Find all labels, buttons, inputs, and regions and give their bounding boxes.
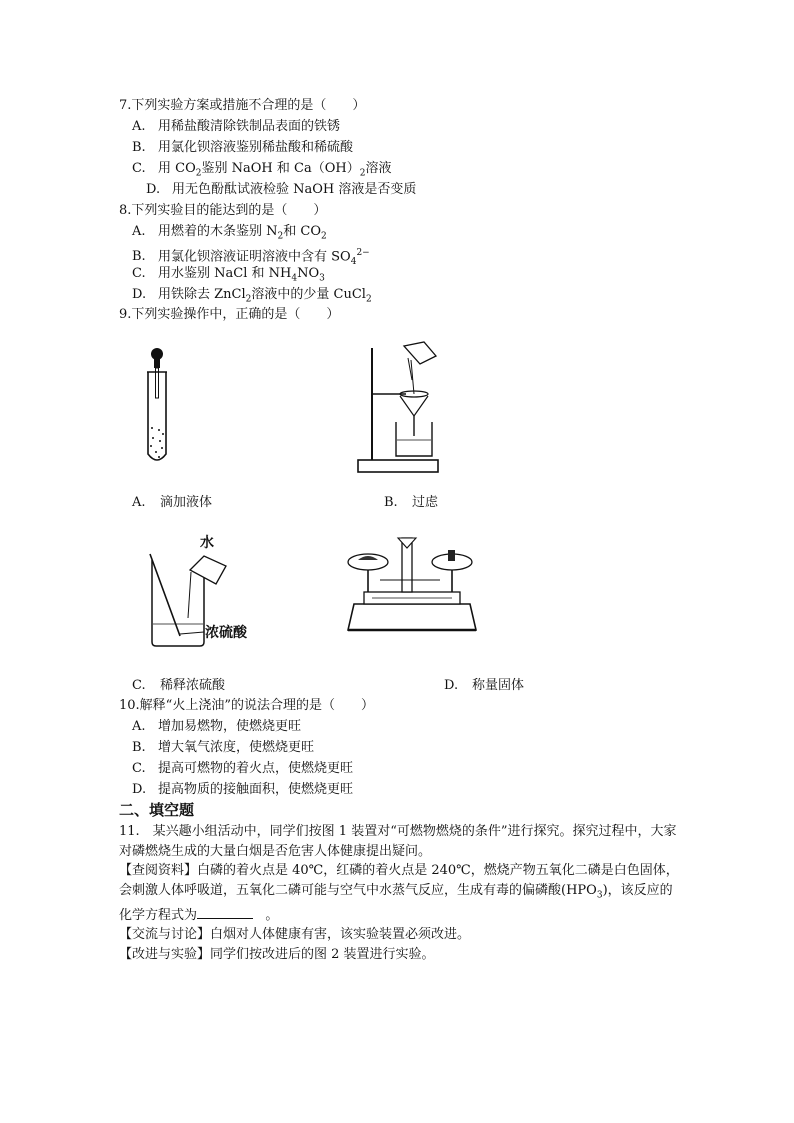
option-label: A. — [132, 224, 146, 239]
subscript: 2 — [195, 168, 202, 179]
option-text: 用稀盐酸清除铁制品表面的铁锈 — [158, 119, 341, 134]
option-label: D. — [146, 182, 161, 197]
option-label: B. — [132, 140, 146, 155]
option-label: A. — [132, 119, 146, 134]
q7-option-a — [132, 118, 340, 136]
subscript: 4 — [291, 273, 298, 284]
figure-a-caption — [132, 494, 212, 512]
q8-option-a — [132, 223, 327, 246]
q7-option-b — [132, 139, 353, 157]
option-text: 用 CO — [158, 161, 196, 176]
option-text: 和 CO — [283, 224, 321, 239]
option-text: 用水鉴别 NaCl 和 NH — [158, 266, 292, 281]
figure-text: 滴加液体 — [160, 495, 213, 510]
option-label: D. — [132, 287, 147, 302]
q7-stem: 7.下列实验方案或措施不合理的是（ ） — [119, 98, 366, 113]
q9-stem: 9.下列实验操作中，正确的是（ ） — [119, 307, 340, 322]
subscript: 2 — [365, 294, 372, 305]
option-text: 鉴别 NaOH 和 Ca（OH） — [201, 161, 360, 176]
subscript: 3 — [319, 273, 325, 284]
option-text: 用无色酚酞试液检验 NaOH 溶液是否变质 — [172, 182, 417, 197]
q10-option-c — [132, 760, 353, 778]
q10-option-b — [132, 739, 314, 757]
q11-paragraph-4: 【改进与实验】同学们按改进后的图 2 装置进行实验。 — [119, 947, 435, 962]
q11-text: 【查阅资料】白磷的着火点是 40℃，红磷的着火点是 240℃，燃烧产物五氧化二磷是白色固体，会刺激人体呼吸道，五氧化二磷可能与空气中水蒸气反应，生成有毒的偏磷酸(HPO — [119, 863, 679, 898]
option-text: 用氯化钡溶液证明溶液中含有 SO — [158, 249, 351, 265]
answer-blank[interactable] — [197, 906, 253, 919]
figure-a-dropper-test-tube — [138, 342, 178, 468]
figure-c-caption — [132, 677, 225, 695]
subscript: 2 — [277, 231, 284, 242]
section-heading: 二、填空题 — [119, 801, 195, 819]
option-text: 溶液 — [365, 161, 392, 176]
q7-option-d — [146, 181, 416, 199]
subscript: 2 — [245, 294, 252, 305]
option-text: 用燃着的木条鉴别 N — [158, 224, 278, 239]
subscript: 3 — [596, 890, 603, 901]
q11-paragraph-2 — [119, 861, 679, 925]
figure-text: 稀释浓硫酸 — [160, 678, 226, 693]
option-text: 增加易燃物，使燃烧更旺 — [158, 719, 302, 734]
option-text: NO — [297, 266, 320, 281]
figure-label: C. — [132, 678, 146, 693]
option-label: A. — [132, 719, 146, 734]
q7-option-c — [132, 160, 391, 183]
option-label: C. — [132, 161, 146, 176]
figure-b-filtration — [356, 340, 452, 476]
option-label: C. — [132, 266, 146, 281]
option-text: 用铁除去 ZnCl — [158, 287, 246, 302]
figure-text: 称量固体 — [472, 678, 525, 693]
q11-text: )，该反应的化学方程式为 — [119, 882, 673, 923]
figure-d-balance — [344, 534, 480, 636]
q8-stem: 8.下列实验目的能达到的是（ ） — [119, 203, 327, 218]
option-label: B. — [132, 249, 146, 265]
q11-paragraph-1: 11. 某兴趣小组活动中，同学们按图 1 装置对“可燃物燃烧的条件”进行探究。探究过程中，大家对磷燃烧生成的大量白烟是否危害人体健康提出疑问。 — [119, 824, 677, 859]
option-label: D. — [132, 782, 147, 797]
option-label: B. — [132, 740, 146, 755]
figure-label: B. — [384, 495, 398, 510]
subscript: 4 — [350, 256, 357, 267]
option-text: 用氯化钡溶液鉴别稀盐酸和稀硫酸 — [158, 140, 354, 155]
figure-b-caption — [384, 494, 438, 512]
figure-d-caption — [444, 677, 524, 695]
option-text: 提高可燃物的着火点，使燃烧更旺 — [158, 761, 354, 776]
figure-text: 过虑 — [412, 495, 439, 510]
figure-label: A. — [132, 495, 146, 510]
figure-c-water-label: 水 — [200, 535, 214, 551]
q11-text: 。 — [265, 907, 279, 923]
q10-option-a — [132, 718, 301, 736]
q10-option-d — [132, 781, 353, 799]
subscript: 2 — [321, 231, 327, 242]
superscript: 2− — [356, 248, 370, 258]
option-label: C. — [132, 761, 146, 776]
figure-c-acid-label: 浓硫酸 — [205, 625, 247, 641]
q11-paragraph-3: 【交流与讨论】白烟对人体健康有害，该实验装置必须改进。 — [119, 927, 471, 942]
option-text: 提高物质的接触面积，使燃烧更旺 — [158, 782, 354, 797]
subscript: 2 — [359, 168, 366, 179]
option-text: 溶液中的少量 CuCl — [251, 287, 366, 302]
q10-stem: 10.解释“火上浇油”的说法合理的是（ ） — [119, 698, 374, 713]
figure-label: D. — [444, 678, 459, 693]
q8-option-c — [132, 265, 325, 288]
option-text: 增大氧气浓度，使燃烧更旺 — [158, 740, 315, 755]
